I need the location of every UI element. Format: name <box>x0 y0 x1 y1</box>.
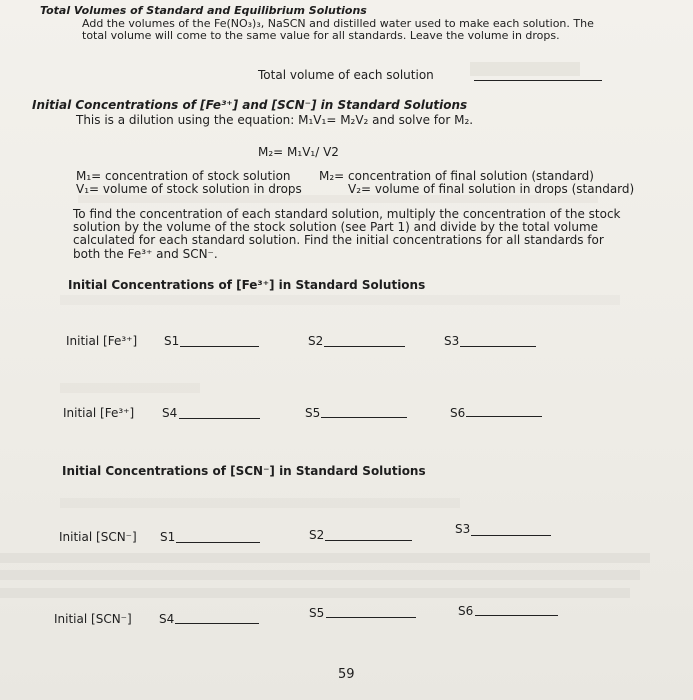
scn-row-label: Initial [SCN⁻] <box>59 530 137 544</box>
scn-s5-label: S5 <box>309 606 325 620</box>
fe-s1-label: S1 <box>164 334 180 348</box>
fe-row-label: Initial [Fe³⁺] <box>66 334 138 348</box>
definition-v1: V₁= volume of stock solution in drops <box>76 182 302 196</box>
paragraph-line: calculated for each standard solution. Find the initial concentrations for all standards for <box>73 233 604 247</box>
scn-s5-blank[interactable] <box>326 617 416 618</box>
scn-s6-blank[interactable] <box>475 615 558 616</box>
fe-s3-label: S3 <box>444 334 460 348</box>
dilution-intro: This is a dilution using the equation: M₁V₁= M₂V₂ and solve for M₂. <box>76 113 474 127</box>
fe-s6-label: S6 <box>450 406 466 420</box>
paragraph-line: To find the concentration of each standard solution, multiply the concentration of the stock <box>73 207 621 221</box>
page-number: 59 <box>338 667 355 682</box>
total-volume-blank[interactable] <box>474 80 602 81</box>
scn-s1-label: S1 <box>160 530 176 544</box>
scn-s3-blank[interactable] <box>471 535 551 536</box>
definition-m1: M₁= concentration of stock solution <box>76 169 291 183</box>
scn-s4-blank[interactable] <box>175 623 259 624</box>
scn-s1-blank[interactable] <box>176 542 260 543</box>
scn-s3-label: S3 <box>455 522 471 536</box>
section-title-total-volumes: Total Volumes of Standard and Equilibrium Solutions <box>40 4 367 17</box>
instruction-line: total volume will come to the same value for all standards. Leave the volume in drops. <box>82 29 560 42</box>
fe-s3-blank[interactable] <box>460 346 536 347</box>
fe-s5-label: S5 <box>305 406 321 420</box>
scn-s4-label: S4 <box>159 612 175 626</box>
scn-row-label: Initial [SCN⁻] <box>54 612 132 626</box>
fe-s1-blank[interactable] <box>180 346 259 347</box>
dilution-equation: M₂= M₁V₁/ V2 <box>258 145 339 159</box>
fe-row-label: Initial [Fe³⁺] <box>63 406 135 420</box>
fe-section-heading: Initial Concentrations of [Fe³⁺] in Standard Solutions <box>68 278 426 292</box>
scn-s2-label: S2 <box>309 528 325 542</box>
fe-s2-label: S2 <box>308 334 324 348</box>
instruction-line: Add the volumes of the Fe(NO₃)₃, NaSCN and distilled water used to make each solution. The <box>82 17 594 30</box>
fe-s4-blank[interactable] <box>179 418 260 419</box>
total-volume-label: Total volume of each solution <box>258 68 434 82</box>
section-title-initial-concentrations: Initial Concentrations of [Fe³⁺] and [SCN⁻] in Standard Solutions <box>32 98 468 112</box>
scn-s6-label: S6 <box>458 604 474 618</box>
definition-v2: V₂= volume of final solution in drops (standard) <box>348 182 635 196</box>
definition-m2: M₂= concentration of final solution (standard) <box>319 169 594 183</box>
paragraph-line: both the Fe³⁺ and SCN⁻. <box>73 247 218 261</box>
fe-s2-blank[interactable] <box>324 346 405 347</box>
fe-s6-blank[interactable] <box>466 416 542 417</box>
scn-s2-blank[interactable] <box>325 540 412 541</box>
paragraph-line: solution by the volume of the stock solution (see Part 1) and divide by the total volume <box>73 220 599 234</box>
scn-section-heading: Initial Concentrations of [SCN⁻] in Standard Solutions <box>62 464 426 478</box>
fe-s4-label: S4 <box>162 406 178 420</box>
fe-s5-blank[interactable] <box>321 417 407 418</box>
